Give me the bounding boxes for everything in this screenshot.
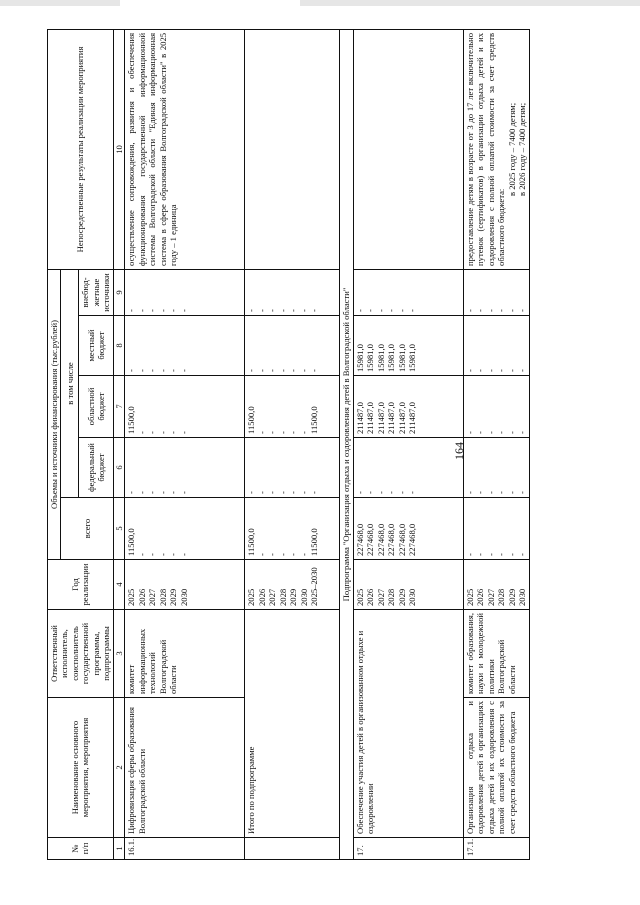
cell-line: - <box>256 309 267 312</box>
cell-line: 2025 <box>246 588 257 606</box>
colnum: 10 <box>113 29 124 269</box>
col-number-header: № п/п <box>48 838 114 860</box>
funding-header: Объемы и источники финансирования (тыс.рублей) <box>48 269 61 559</box>
cell-line: 2027 <box>485 588 496 606</box>
cell-line: - <box>178 431 189 434</box>
cell-line: - <box>298 369 309 372</box>
cell-line: 2029 <box>506 588 517 606</box>
cell-line: - <box>168 553 179 556</box>
cell-line: - <box>267 431 278 434</box>
colnum: 5 <box>113 498 124 560</box>
itogo-label: Итого по подпрограмме <box>245 610 340 838</box>
cell-line: 2030 <box>298 588 309 606</box>
cell-line: 15981,0 <box>386 344 397 372</box>
result-2025: в 2025 году – 7400 детям; <box>506 102 517 196</box>
row-name: Обеспечение участия детей в организованном отдыхе и оздоровлении <box>353 610 463 838</box>
cell-line: - <box>288 369 299 372</box>
row-result: осуществление сопровождения, развития и обеспечения функционирования государственной информационной системы Волгоградской области "Единая информационная система в сфере образования Волгоградской области" в 2025 году – 1 единица <box>125 29 245 269</box>
cell-line: - <box>475 309 486 312</box>
incl-header: в том числе <box>61 269 79 497</box>
row-years <box>245 560 340 610</box>
cell-line: 227468,0 <box>354 523 365 556</box>
cell-line: - <box>147 491 158 494</box>
cell-line: - <box>267 491 278 494</box>
cell-line: 15981,0 <box>396 344 407 372</box>
cell-line: - <box>267 309 278 312</box>
cell-line: - <box>147 309 158 312</box>
cell-line: - <box>396 309 407 312</box>
col-extra-header: внебюд-жетные источники <box>79 269 113 315</box>
cell-line: - <box>298 309 309 312</box>
cell-line: - <box>517 553 528 556</box>
cell-line: 2026 <box>475 588 486 606</box>
cell-line: - <box>147 553 158 556</box>
cell-line: 2026 <box>136 588 147 606</box>
cell-line: 211487,0 <box>365 402 376 434</box>
subprogram-title-row <box>340 29 353 859</box>
cell-line: - <box>475 553 486 556</box>
cell-line: 2025 <box>126 588 137 606</box>
cell-line: - <box>496 431 507 434</box>
cell-line: - <box>407 491 418 494</box>
top-edge-right <box>300 0 640 6</box>
cell-line: - <box>354 491 365 494</box>
row-total <box>353 498 463 560</box>
cell-line: 211487,0 <box>354 402 365 434</box>
rotated-page <box>22 10 622 880</box>
cell-line: - <box>506 431 517 434</box>
cell-line: - <box>126 309 137 312</box>
cell-line: - <box>277 369 288 372</box>
cell-line: - <box>277 431 288 434</box>
cell-line: - <box>136 431 147 434</box>
cell-line: - <box>309 369 320 372</box>
colnum: 7 <box>113 376 124 438</box>
row-local <box>463 316 529 376</box>
cell-line: - <box>147 431 158 434</box>
cell-line: - <box>267 369 278 372</box>
cell-line: 2030 <box>178 588 189 606</box>
cell-line: 2026 <box>365 588 376 606</box>
result-2026: в 2026 году – 7400 детям; <box>517 102 528 196</box>
cell-line: - <box>168 369 179 372</box>
row-federal <box>463 438 529 498</box>
colnum: 1 <box>113 838 124 860</box>
cell-line: 2029 <box>288 588 299 606</box>
row-local <box>353 316 463 376</box>
row-federal <box>125 438 245 498</box>
cell-line: - <box>178 369 189 372</box>
cell-line: - <box>256 431 267 434</box>
cell-line: 211487,0 <box>386 402 397 434</box>
cell-line: - <box>485 553 496 556</box>
cell-line: 211487,0 <box>375 402 386 434</box>
row-total <box>245 498 340 560</box>
top-edge-left <box>0 0 120 6</box>
cell-line: 2030 <box>517 588 528 606</box>
row-responsible: комитет информационных технологий Волгоградской области <box>125 610 245 698</box>
cell-line: - <box>464 309 475 312</box>
cell-line: - <box>464 553 475 556</box>
cell-line: - <box>136 491 147 494</box>
cell-line: - <box>277 491 288 494</box>
row-years <box>125 560 245 610</box>
colnum: 6 <box>113 438 124 498</box>
cell-line: 2028 <box>157 588 168 606</box>
cell-line: - <box>256 491 267 494</box>
cell-line: - <box>288 309 299 312</box>
cell-line: - <box>157 369 168 372</box>
cell-line: - <box>298 491 309 494</box>
table-row-itogo <box>245 29 340 859</box>
cell-line: 11500,0 <box>246 406 257 434</box>
cell-line: - <box>354 309 365 312</box>
cell-line: - <box>506 369 517 372</box>
page-number: 164 <box>452 442 466 460</box>
cell-line: - <box>256 369 267 372</box>
row-extra <box>245 269 340 315</box>
cell-line: 15981,0 <box>375 344 386 372</box>
cell-line: - <box>407 309 418 312</box>
col-name-header: Наименование основного мероприятия, мероприятия <box>48 698 114 838</box>
cell-line: - <box>157 309 168 312</box>
cell-line: - <box>288 431 299 434</box>
col-local-header: местный бюджет <box>79 316 113 376</box>
cell-line: - <box>386 491 397 494</box>
table-row-17-1 <box>463 29 529 859</box>
cell-line: 11500,0 <box>309 406 320 434</box>
cell-line: 2025–2030 <box>309 567 320 606</box>
cell-line: - <box>506 553 517 556</box>
cell-line: - <box>386 309 397 312</box>
row-total <box>125 498 245 560</box>
row-regional <box>125 376 245 438</box>
cell-line: 15981,0 <box>365 344 376 372</box>
cell-line: - <box>288 491 299 494</box>
cell-line: - <box>157 431 168 434</box>
cell-line: - <box>475 431 486 434</box>
cell-line: - <box>517 369 528 372</box>
col-year-header: Год реализации <box>48 560 114 610</box>
cell-line: - <box>496 369 507 372</box>
cell-line: - <box>485 309 496 312</box>
colnum: 8 <box>113 316 124 376</box>
cell-line: 2025 <box>354 588 365 606</box>
cell-line: 211487,0 <box>407 402 418 434</box>
subprogram-title: Подпрограмма "Организация отдыха и оздоровления детей в Волгоградской области" <box>340 29 353 859</box>
row-result <box>353 29 463 269</box>
cell-line: - <box>298 553 309 556</box>
colnum: 2 <box>113 698 124 838</box>
cell-line: - <box>298 431 309 434</box>
result-text: предоставление детям в возрасте от 3 до 17 лет включительно путевок (сертификатов) в организации отдыха детей и их оздоровления с полной оплатой стоимости за счет средств областного бюджета: <box>464 32 507 266</box>
cell-line: - <box>147 369 158 372</box>
table-row-16-1 <box>125 29 245 859</box>
cell-line: - <box>475 369 486 372</box>
cell-line: 2027 <box>375 588 386 606</box>
column-numbers-row <box>113 29 124 859</box>
cell-line: 2030 <box>407 588 418 606</box>
row-result <box>463 29 529 269</box>
cell-line: - <box>464 431 475 434</box>
cell-line: 227468,0 <box>407 523 418 556</box>
cell-line: - <box>485 491 496 494</box>
cell-line: - <box>309 491 320 494</box>
cell-line: - <box>365 309 376 312</box>
cell-line: 11500,0 <box>126 528 137 556</box>
row-responsible: комитет образования, науки и молодежной политики Волгоградской области <box>463 610 529 698</box>
cell-line: - <box>464 369 475 372</box>
cell-line: 2028 <box>386 588 397 606</box>
cell-line: - <box>475 491 486 494</box>
cell-line: 11500,0 <box>309 528 320 556</box>
row-local <box>245 316 340 376</box>
cell-line: - <box>246 369 257 372</box>
cell-line: 2028 <box>277 588 288 606</box>
cell-line: 2025 <box>464 588 475 606</box>
cell-line: - <box>246 491 257 494</box>
cell-line: - <box>375 309 386 312</box>
cell-line: - <box>288 553 299 556</box>
cell-line: 227468,0 <box>365 523 376 556</box>
cell-line: - <box>168 309 179 312</box>
cell-line: - <box>157 491 168 494</box>
row-regional <box>353 376 463 438</box>
row-years <box>463 560 529 610</box>
cell-line: - <box>496 553 507 556</box>
cell-line: - <box>464 491 475 494</box>
row-federal <box>245 438 340 498</box>
cell-line: - <box>256 553 267 556</box>
cell-line: - <box>506 491 517 494</box>
table-row-17 <box>353 29 463 859</box>
cell-line: 2029 <box>168 588 179 606</box>
cell-line: - <box>277 309 288 312</box>
col-total-header: всего <box>61 498 113 560</box>
row-total <box>463 498 529 560</box>
row-regional <box>245 376 340 438</box>
colnum: 4 <box>113 560 124 610</box>
row-number: 16.1. <box>125 838 245 860</box>
row-extra <box>463 269 529 315</box>
cell-line: - <box>365 491 376 494</box>
cell-line: 15981,0 <box>407 344 418 372</box>
cell-line: - <box>485 431 496 434</box>
cell-line: - <box>126 369 137 372</box>
cell-line: - <box>168 431 179 434</box>
row-number: 17.1. <box>463 838 529 860</box>
cell-line: - <box>496 491 507 494</box>
row-extra <box>353 269 463 315</box>
row-local <box>125 316 245 376</box>
cell-line: - <box>178 553 189 556</box>
cell-line: - <box>246 309 257 312</box>
cell-line: 2028 <box>496 588 507 606</box>
col-regional-header: областной бюджет <box>79 376 113 438</box>
row-federal <box>353 438 463 498</box>
cell-line: - <box>168 491 179 494</box>
cell-line: 227468,0 <box>375 523 386 556</box>
cell-line: - <box>136 309 147 312</box>
col-result-header: Непосредственные результаты реализации мероприятия <box>48 29 114 269</box>
cell-line: 2029 <box>396 588 407 606</box>
col-federal-header: федеральный бюджет <box>79 438 113 498</box>
row-extra <box>125 269 245 315</box>
cell-line: 211487,0 <box>396 402 407 434</box>
col-responsible-header: Ответственный исполнитель, соисполнитель государственной программы, подпрограммы <box>48 610 114 698</box>
cell-line: - <box>517 309 528 312</box>
row-name: Цифровизация сферы образования Волгоградской области <box>125 698 245 838</box>
cell-line: 15981,0 <box>354 344 365 372</box>
cell-line: - <box>485 369 496 372</box>
cell-line: - <box>517 491 528 494</box>
cell-line: 2027 <box>267 588 278 606</box>
cell-line: - <box>496 309 507 312</box>
cell-line: - <box>178 491 189 494</box>
cell-line: - <box>309 309 320 312</box>
cell-line: - <box>178 309 189 312</box>
row-years <box>353 560 463 610</box>
cell-line: 2026 <box>256 588 267 606</box>
cell-line: 2027 <box>147 588 158 606</box>
cell-line: 227468,0 <box>386 523 397 556</box>
cell-line: - <box>396 491 407 494</box>
cell-line: 227468,0 <box>396 523 407 556</box>
row-name: Организация отдыха и оздоровления детей в организациях отдыха детей и их оздоровления с полной оплатой их стоимости за счет средств областного бюджета <box>463 698 529 838</box>
cell-line: - <box>517 431 528 434</box>
cell-line: - <box>506 309 517 312</box>
cell-line: 11500,0 <box>126 406 137 434</box>
row-result <box>245 29 340 269</box>
cell-line: - <box>277 553 288 556</box>
row-number: 17. <box>353 838 463 860</box>
cell-line: - <box>157 553 168 556</box>
row-number <box>245 838 340 860</box>
cell-line: - <box>136 369 147 372</box>
colnum: 3 <box>113 610 124 698</box>
cell-line: - <box>267 553 278 556</box>
cell-line: 11500,0 <box>246 528 257 556</box>
cell-line: - <box>136 553 147 556</box>
cell-line: - <box>375 491 386 494</box>
program-table <box>47 29 530 860</box>
colnum: 9 <box>113 269 124 315</box>
row-regional <box>463 376 529 438</box>
cell-line: - <box>126 491 137 494</box>
